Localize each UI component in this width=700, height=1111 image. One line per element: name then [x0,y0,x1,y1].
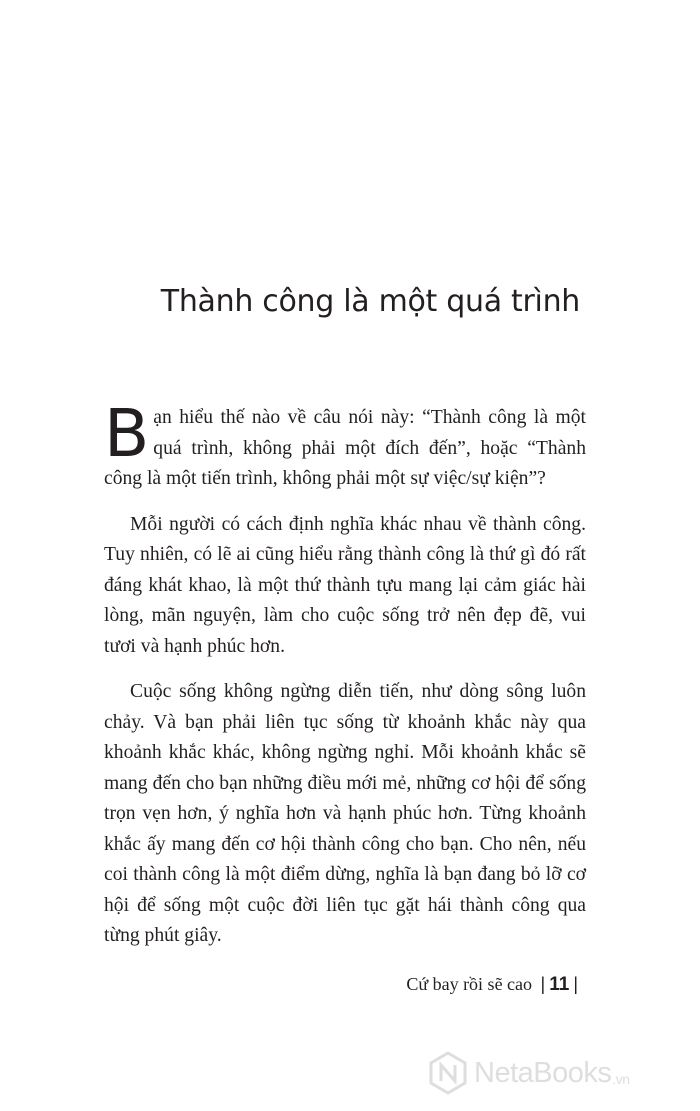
body-text [104,395,586,967]
paragraph-1 [104,395,586,495]
chapter-title: Thành công là một quá trình [160,284,580,319]
running-footer [406,974,582,996]
watermark-brand: NetaBooks [474,1056,612,1089]
paragraph-1-text: ạn hiểu thế nào về câu nói này: “Thành công là một quá trình, không phải một đích đến”, hoặc “Thành công là một tiến trình, không phải một sự việc/sự kiện”? [104,407,586,489]
footer-book-title: Cứ bay rồi sẽ cao [406,974,533,994]
watermark-tld: .vn [612,1070,630,1087]
drop-cap: B [104,395,150,472]
watermark-text [474,1057,630,1090]
footer-separator-right: | [573,974,578,994]
paragraph-2: Mỗi người có cách định nghĩa khác nhau về thành công. Tuy nhiên, có lẽ ai cũng hiểu rằng thành công là thứ gì đó rất đáng khát khao, là một thứ thành tựu mang lại cảm giác hài lòng, mãn nguyện, làm cho cuộc sống trở nên đẹp đẽ, vui tươi và hạnh phúc hơn. [104,513,586,657]
page-number: 11 [549,974,570,995]
watermark [428,1048,700,1098]
footer-separator-left: | [540,974,546,994]
paragraph-3: Cuộc sống không ngừng diễn tiến, như dòng sông luôn chảy. Và bạn phải liên tục sống từ khoảnh khắc này qua khoảnh khắc khác, không ngừng nghỉ. Mỗi khoảnh khắc sẽ mang đến cho bạn những điều mới mẻ, những cơ hội để sống trọn vẹn hơn, ý nghĩa hơn và hạnh phúc hơn. Từng khoảnh khắc ấy mang đến cơ hội thành công cho bạn. Cho nên, nếu coi thành công là một điểm dừng, nghĩa là bạn đang bỏ lỡ cơ hội để sống một cuộc đời liên tục gặt hái thành công qua từng phút giây. [104,681,586,946]
netabooks-logo-icon [428,1051,468,1095]
